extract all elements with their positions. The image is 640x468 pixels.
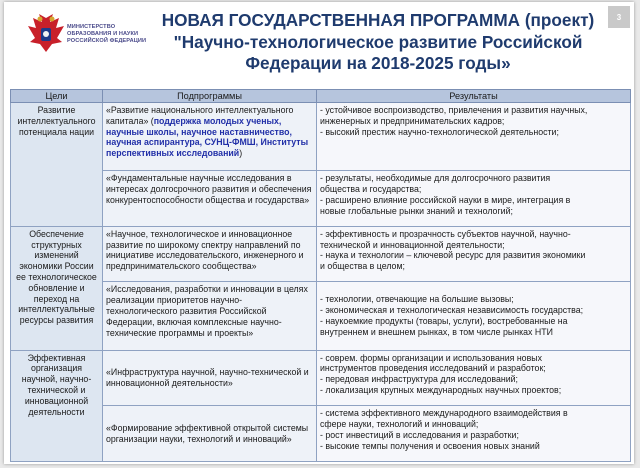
subprogram-text: «Инфраструктура научной, научно-технической и инновационной деятельности» [106, 367, 309, 388]
subprogram-text: «Развитие национального интеллектуального капитала» ( [106, 105, 294, 126]
column-header-goals: Цели [11, 90, 103, 103]
table-row [11, 282, 631, 350]
result-line: инженерных и предпринимательских кадров; [320, 115, 505, 126]
result-line: технической и инновационной деятельности; [320, 239, 505, 250]
subprogram-text: «Формирование эффективной открытой системы организации науки, технологий и инноваций» [106, 422, 309, 444]
subprogram-cell [103, 406, 317, 462]
result-line: инструментов проведения исследований и разработок; [320, 363, 546, 374]
result-line: - соврем. формы организации и использования новых [320, 352, 542, 363]
table-row [11, 226, 631, 282]
table-row [11, 406, 631, 462]
result-line: - технологии, отвечающие на большие вызовы; [320, 294, 514, 305]
result-line: - экономическая и технологическая независимость государства; [320, 305, 584, 316]
goal-cell: Эффективная организация научной, научно-технической и инновационной деятельности [11, 350, 103, 461]
results-cell [317, 103, 631, 171]
result-line: и общества в целом; [320, 261, 405, 272]
slide [4, 2, 634, 464]
ministry-line: ОБРАЗОВАНИЯ И НАУКИ [67, 31, 139, 37]
result-line: новые глобальные рынки знаний и технологий; [320, 205, 513, 216]
result-line: сфере науки, технологий и инноваций; [320, 419, 479, 430]
subprogram-cell [103, 103, 317, 171]
result-line: - рост инвестиций в исследования и разработки; [320, 429, 519, 440]
title-line: "Научно-технологическое развитие Российской [173, 31, 583, 52]
result-line: - наукоемкие продукты (товары, услуги), востребованные на [320, 316, 568, 327]
subprogram-text: «Научное, технологическое и инновационное развитие по широкому спектру направлений по инициативе исследовательского, инженерного и предпринимательского сообщества» [106, 228, 304, 272]
ministry-line: РОССИЙСКОЙ ФЕДЕРАЦИИ [67, 38, 147, 44]
result-line: - передовая инфраструктура для исследований; [320, 374, 518, 385]
result-line: - устойчивое воспроизводство, привлечения и развития научных, [320, 105, 588, 115]
subprogram-cell [103, 350, 317, 406]
column-header-subprograms: Подпрограммы [103, 90, 317, 103]
results-cell [317, 282, 631, 350]
subprogram-cell [103, 171, 317, 227]
page-number: 3 [608, 6, 630, 28]
result-line: - высокий престиж научно-технологической деятельности; [320, 126, 559, 137]
program-table [10, 89, 631, 462]
result-line: внутреннем и внешнем рынках, в том числе рынках НТИ [320, 326, 553, 337]
goal-cell: Развитие интеллектуального потенциала нации [11, 103, 103, 227]
result-line: - эффективность и прозрачность субъектов научной, научно- [320, 228, 571, 239]
result-line: - система эффективного международного взаимодействия в [320, 408, 568, 419]
subprogram-text: «Фундаментальные научные исследования в интересах долгосрочного развития и обеспечения конкурентоспособности общества и государства» [106, 173, 312, 205]
ministry-line: МИНИСТЕРСТВО [67, 24, 116, 30]
title-line: НОВАЯ ГОСУДАРСТВЕННАЯ ПРОГРАММА (проект) [161, 10, 595, 30]
goal-cell: Обеспечение структурных изменений экономики России ее технологическое обновление и переход на интеллектуальные ресурсы развития [11, 226, 103, 350]
column-header-results: Результаты [317, 90, 631, 103]
page-title [154, 10, 602, 75]
subprogram-highlight: поддержка молодых ученых, научные школы, научное наставничество, научная аспирантура, СУНЦ-ФМШ, Институты перспективных исследований [106, 115, 309, 159]
subprogram-text: «Исследования, разработки и инновации в целях реализации приоритетов научно-технологического развития Российской Федерации, включая комплексные научно-технические программы и проекты» [106, 284, 308, 338]
subprogram-cell [103, 282, 317, 350]
result-line: - высокие темпы получения и освоения новых знаний [320, 440, 540, 451]
subprogram-tail: ) [239, 148, 243, 159]
table-row [11, 350, 631, 406]
result-line: - результаты, необходимые для долгосрочного развития [320, 173, 551, 184]
table-row [11, 103, 631, 171]
title-line: Федерации на 2018-2025 годы» [245, 53, 511, 73]
result-line: - локализация крупных международных научных проектов; [320, 385, 562, 396]
subprogram-cell [103, 226, 317, 282]
results-cell [317, 350, 631, 406]
results-cell [317, 171, 631, 227]
coat-of-arms-logo [26, 12, 66, 56]
result-line: - расширено влияние российской науки в мире, интеграция в [320, 194, 571, 205]
ministry-name [67, 24, 162, 45]
result-line: общества и государства; [320, 183, 422, 194]
results-cell [317, 406, 631, 462]
table-row [11, 171, 631, 227]
results-cell [317, 226, 631, 282]
table-header-row [11, 90, 631, 103]
result-line: - наука и технологии – ключевой ресурс для развития экономики [320, 250, 586, 261]
